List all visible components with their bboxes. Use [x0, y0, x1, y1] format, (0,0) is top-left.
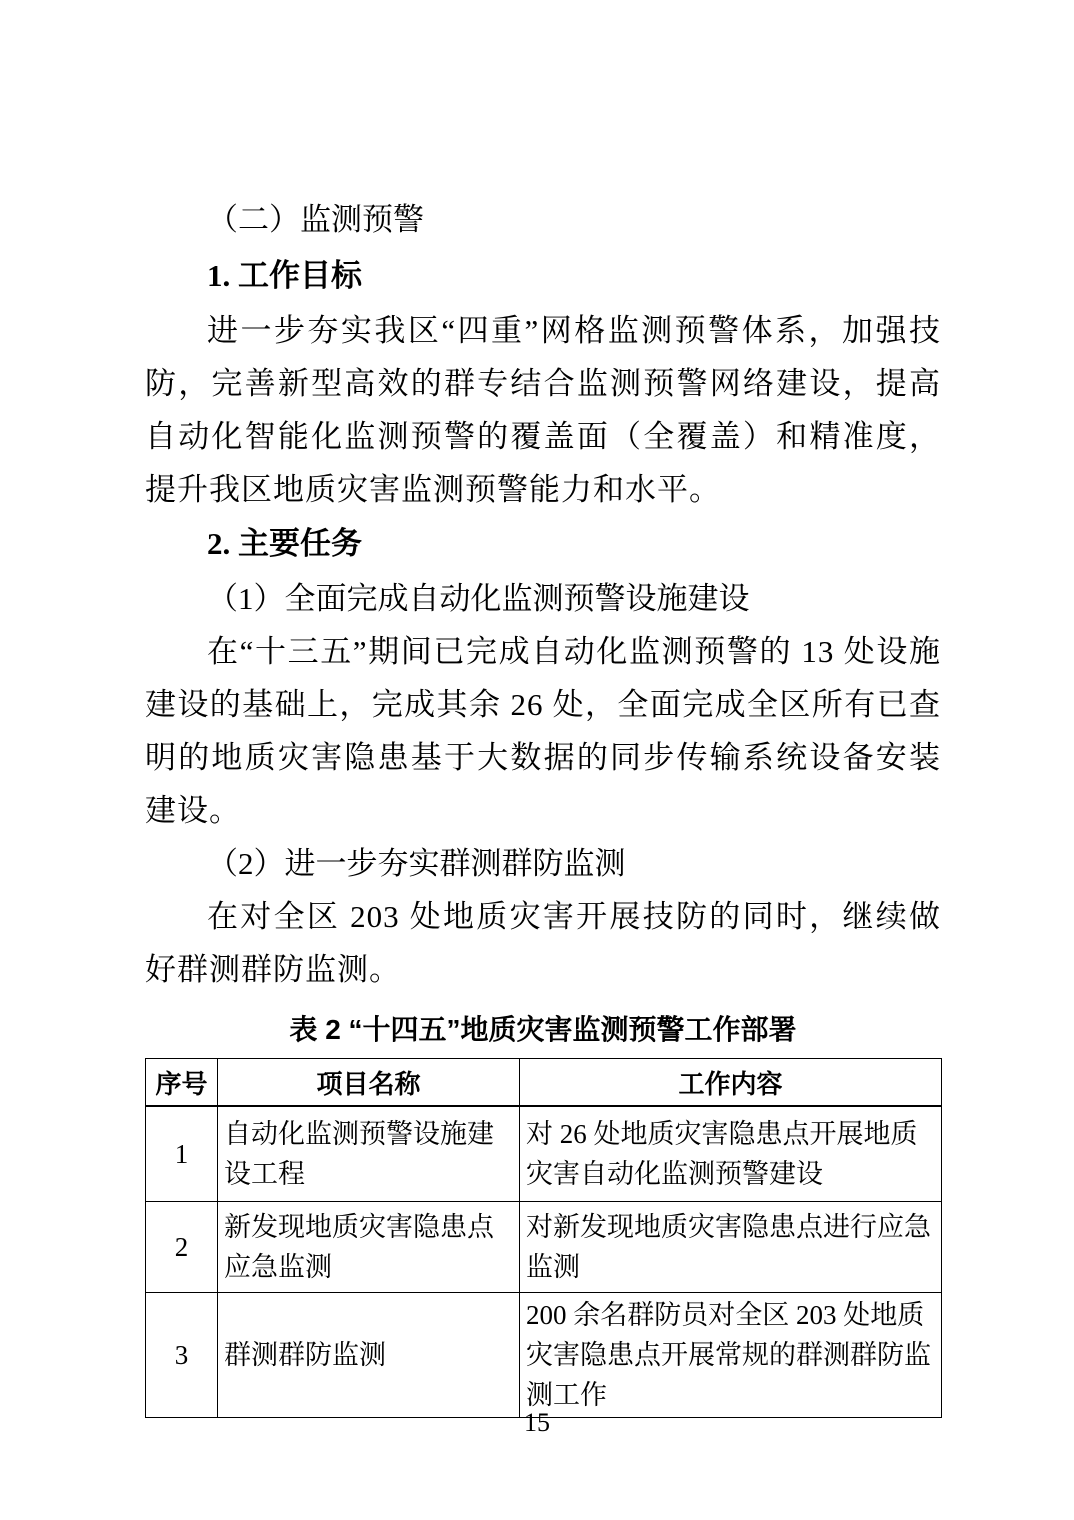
task1-paragraph: 在“十三五”期间已完成自动化监测预警的 13 处设施建设的基础上，完成其余 26 处，全面完成全区所有已查明的地质灾害隐患基于大数据的同步传输系统设备安装建设。 [145, 634, 941, 828]
row1-serial: 1 [146, 1106, 218, 1202]
row2-project: 新发现地质灾害隐患点应急监测 [218, 1202, 520, 1293]
table-row [146, 1202, 942, 1293]
header-work-content: 工作内容 [520, 1059, 942, 1107]
row1-project: 自动化监测预警设施建设工程 [218, 1106, 520, 1202]
row2-content: 对新发现地质灾害隐患点进行应急监测 [520, 1202, 942, 1293]
page-number: 15 [524, 1408, 550, 1437]
table-header-row [146, 1059, 942, 1107]
goal-paragraph: 进一步夯实我区“四重”网格监测预警体系，加强技防，完善新型高效的群专结合监测预警网络建设，提高自动化智能化监测预警的覆盖面（全覆盖）和精准度，提升我区地质灾害监测预警能力和水平。 [145, 313, 941, 507]
tasks-heading: 2. 主要任务 [207, 526, 362, 561]
row3-content: 200 余名群防员对全区 203 处地质灾害隐患点开展常规的群测群防监测工作 [520, 1293, 942, 1418]
row1-content: 对 26 处地质灾害隐患点开展地质灾害自动化监测预警建设 [520, 1106, 942, 1202]
section-heading: （二）监测预警 [207, 202, 424, 237]
row2-serial: 2 [146, 1202, 218, 1293]
table-row [146, 1293, 942, 1418]
header-serial-number: 序号 [146, 1059, 218, 1107]
task1-heading: （1）全面完成自动化监测预警设施建设 [207, 581, 750, 616]
document-content [145, 192, 941, 1418]
row3-serial: 3 [146, 1293, 218, 1418]
task2-paragraph: 在对全区 203 处地质灾害开展技防的同时，继续做好群测群防监测。 [145, 899, 941, 987]
work-plan-table [145, 1058, 942, 1418]
row3-project: 群测群防监测 [218, 1293, 520, 1418]
header-project-name: 项目名称 [218, 1059, 520, 1107]
table-row [146, 1106, 942, 1202]
task2-heading: （2）进一步夯实群测群防监测 [207, 846, 626, 881]
goal-heading: 1. 工作目标 [207, 258, 362, 293]
table-title: 表 2 “十四五”地质灾害监测预警工作部署 [289, 1014, 797, 1045]
